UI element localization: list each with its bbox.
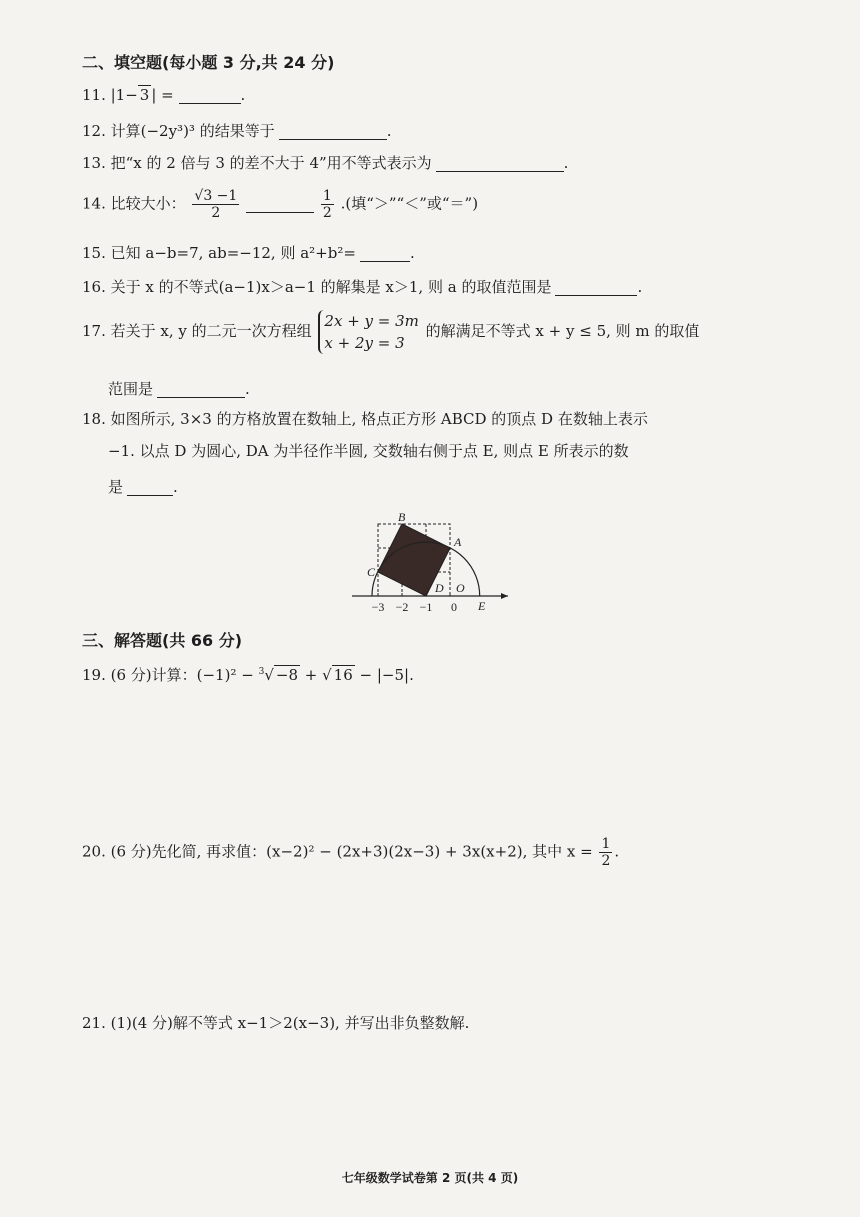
q14-fraction-right-denominator: 2 <box>322 205 332 221</box>
q11-period: . <box>240 86 246 104</box>
question-13 <box>82 152 568 173</box>
tick-label-neg3: −3 <box>371 600 385 614</box>
q19-prefix: 19. (6 分)计算：(−1)² − <box>82 666 259 684</box>
label-B: B <box>398 510 406 524</box>
question-18-line2 <box>108 440 629 461</box>
q17-equation-2: x + 2y = 3 <box>324 334 405 352</box>
label-D: D <box>435 581 444 595</box>
tick-label-neg1: −1 <box>419 600 433 614</box>
section-fill-in-title: 二、填空题(每小题 3 分,共 24 分) <box>82 53 335 72</box>
q11-radicand: 3 <box>139 86 150 104</box>
q18-line1: 18. 如图所示, 3×3 的方格放置在数轴上, 格点正方形 ABCD 的顶点 D 在数轴上表示 <box>82 410 648 428</box>
q17-suffix: 的解满足不等式 x + y ≤ 5, 则 m 的取值 <box>425 322 700 340</box>
q18-line2-text: −1. 以点 D 为圆心, DA 为半径作半圆, 交数轴右侧于点 E, 则点 E 所表示的数 <box>108 442 629 460</box>
grid-number-line-figure <box>348 510 518 618</box>
q19-radicand-1: −8 <box>275 666 298 684</box>
q19-mid: + <box>300 666 323 684</box>
q19-root-index: 3 <box>258 667 265 677</box>
q11-answer-blank[interactable] <box>179 102 241 104</box>
q15-answer-blank[interactable] <box>360 260 410 262</box>
question-14 <box>82 188 478 221</box>
radical-icon: √ <box>264 666 274 684</box>
question-12 <box>82 120 392 141</box>
q20-period: . <box>614 842 620 861</box>
q19-radicand-2: 16 <box>333 666 353 684</box>
radical-icon: √ <box>322 666 332 684</box>
question-16 <box>82 276 642 297</box>
q11-prefix: 11. |1− <box>82 86 138 104</box>
q14-fraction-right-numerator: 1 <box>322 188 332 204</box>
q14-prefix: 14. 比较大小： <box>82 194 186 213</box>
q12-period: . <box>386 122 392 140</box>
q17-line2-text: 范围是 <box>108 380 154 398</box>
question-18-line3 <box>108 476 178 497</box>
q11-suffix: | = <box>151 86 179 104</box>
label-E: E <box>478 599 486 613</box>
section-answer-title: 三、解答题(共 66 分) <box>82 631 243 650</box>
q20-text: 20. (6 分)先化简, 再求值：(x−2)² − (2x+3)(2x−3) + 3x(x+2), 其中 x = <box>82 842 593 861</box>
q18-period: . <box>173 478 178 496</box>
q14-answer-blank[interactable] <box>246 211 314 213</box>
q13-text: 13. 把“x 的 2 倍与 3 的差不大于 4”用不等式表示为 <box>82 154 432 172</box>
q20-fraction-numerator: 1 <box>601 836 611 852</box>
q17-equation-system <box>318 310 418 354</box>
page-footer: 七年级数学试卷第 2 页(共 4 页) <box>341 1171 519 1185</box>
label-O: O <box>456 581 465 595</box>
q17-period: . <box>245 380 250 398</box>
q17-answer-blank[interactable] <box>157 396 245 398</box>
q14-fraction-left-numerator: √3 −1 <box>194 188 238 204</box>
question-11 <box>82 86 245 104</box>
question-17-line2 <box>108 378 250 399</box>
q12-text: 12. 计算(−2y³)³ 的结果等于 <box>82 122 275 140</box>
question-19 <box>82 664 414 685</box>
question-17 <box>82 310 699 354</box>
label-A: A <box>454 535 462 549</box>
q18-answer-blank[interactable] <box>127 494 173 496</box>
q14-suffix: .(填“＞”“＜”或“＝”) <box>340 194 479 213</box>
q14-fraction-right <box>321 188 334 221</box>
q20-fraction-denominator: 2 <box>601 853 611 869</box>
q17-prefix: 17. 若关于 x, y 的二元一次方程组 <box>82 322 312 340</box>
q14-fraction-left <box>192 188 239 221</box>
question-21 <box>82 1012 469 1033</box>
q13-period: . <box>563 154 569 172</box>
tick-label-neg2: −2 <box>395 600 409 614</box>
q16-text: 16. 关于 x 的不等式(a−1)x＞a−1 的解集是 x＞1, 则 a 的取值范围是 <box>82 278 552 296</box>
q20-fraction <box>599 836 612 869</box>
q15-text: 15. 已知 a−b=7, ab=−12, 则 a²+b²= <box>82 244 356 262</box>
q17-equation-1: 2x + y = 3m <box>324 312 419 330</box>
question-15 <box>82 242 415 263</box>
q18-line3-text: 是 <box>108 478 124 496</box>
number-line-arrow-icon <box>501 593 508 599</box>
q12-answer-blank[interactable] <box>279 138 387 140</box>
q13-answer-blank[interactable] <box>436 170 564 172</box>
q16-answer-blank[interactable] <box>555 294 637 296</box>
q15-period: . <box>409 244 415 262</box>
label-C: C <box>367 565 376 579</box>
question-20 <box>82 836 619 869</box>
q21-text: 21. (1)(4 分)解不等式 x−1＞2(x−3), 并写出非负整数解. <box>82 1014 470 1032</box>
tick-label-0: 0 <box>451 600 457 614</box>
q16-period: . <box>637 278 643 296</box>
q14-fraction-left-denominator: 2 <box>211 205 221 221</box>
q19-suffix: − |−5|. <box>354 666 414 684</box>
question-18 <box>82 408 648 429</box>
